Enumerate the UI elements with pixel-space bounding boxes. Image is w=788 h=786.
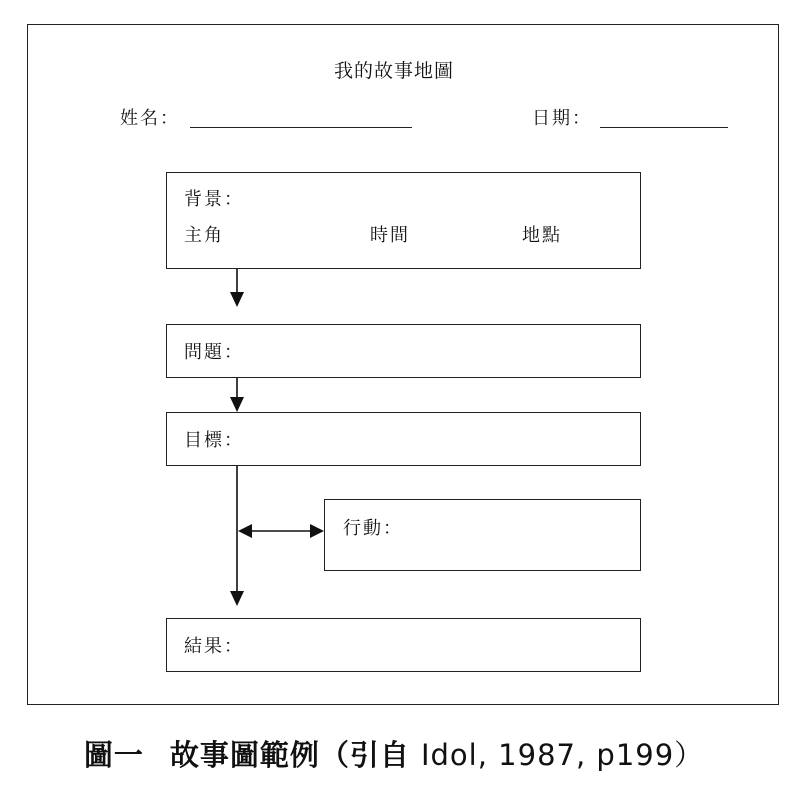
action-connector-right-arrowhead	[310, 524, 324, 538]
problem-label: 問題：	[184, 342, 244, 363]
characters-label: 主角	[184, 225, 224, 246]
date-label: 日期：	[532, 108, 592, 129]
time-label: 時間	[370, 225, 410, 246]
place-label: 地點	[522, 225, 562, 246]
setting-label: 背景：	[184, 189, 244, 210]
goal-to-result-arrowhead	[230, 591, 244, 606]
figure-source: Idol, 1987, p199）	[420, 738, 705, 772]
setting-to-problem-arrowhead	[230, 292, 244, 307]
result-label: 結果：	[184, 636, 244, 657]
goal-label: 目標：	[184, 430, 244, 451]
worksheet-title: 我的故事地圖	[333, 60, 454, 82]
figure-caption	[0, 733, 788, 774]
figure-title: 故事圖範例（引自	[169, 738, 410, 772]
problem-to-goal-arrowhead	[230, 397, 244, 412]
name-label: 姓名：	[120, 108, 180, 129]
figure-number: 圖一	[83, 738, 144, 772]
action-label: 行動：	[343, 518, 403, 539]
action-connector-left-arrowhead	[238, 524, 252, 538]
